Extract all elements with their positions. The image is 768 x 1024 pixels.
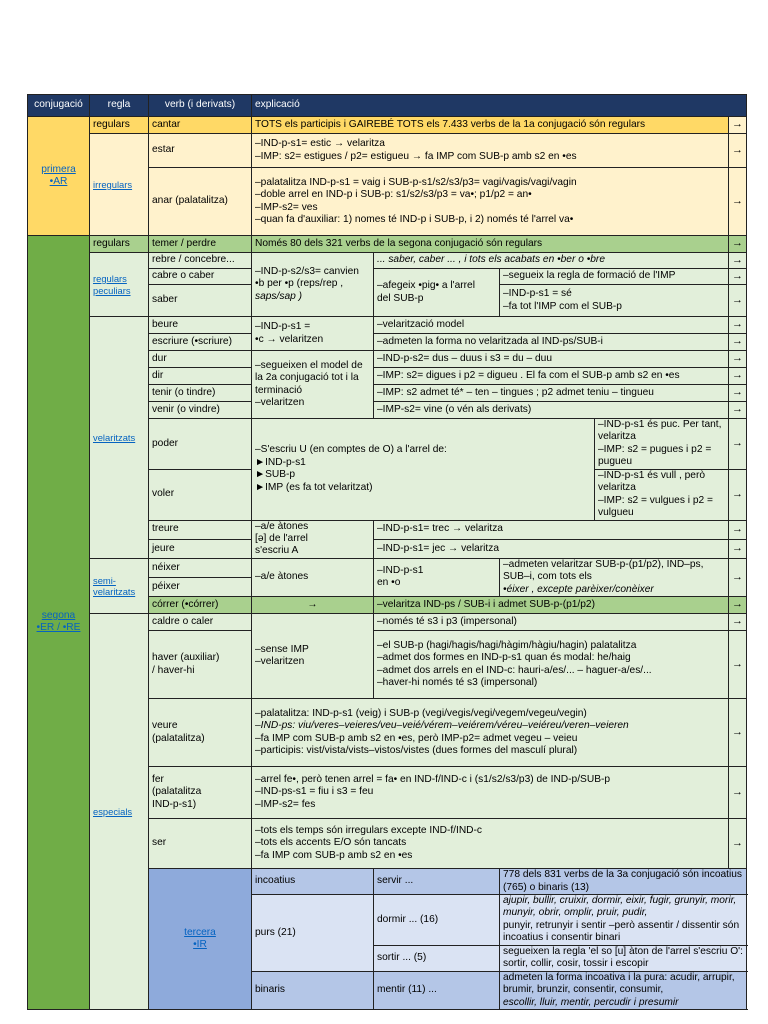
expl-treure: –IND-p-s1= trec → velaritza	[374, 520, 729, 539]
line: –IND-p-s1 =	[255, 321, 311, 333]
expl-fer	[252, 767, 729, 819]
regla-velaritzats[interactable]	[90, 317, 149, 559]
conj-tercera[interactable]	[149, 869, 252, 1010]
line: –velaritzen	[255, 396, 305, 408]
verb-dir: dir	[149, 368, 252, 385]
conj-tercera-ending[interactable]: •IR	[193, 939, 207, 951]
verb-voler: voler	[149, 469, 252, 520]
header-row	[28, 95, 747, 117]
verb-haver	[149, 631, 252, 699]
verb-temer: temer / perdre	[149, 236, 252, 253]
irregulars-link[interactable]: irregulars	[93, 178, 133, 190]
line: •éixer , excepte parèixer/conèixer	[503, 583, 654, 595]
expl-tenir: –IMP: s2 admet té* – ten – tingues ; p2 admet teniu – tingueu	[374, 385, 729, 402]
expl-neixer-a	[252, 558, 374, 596]
line: del SUB-p	[377, 292, 424, 304]
line: –admet dos formes en IND-p-s1 quan és modal: he/haig	[377, 652, 631, 664]
semi-link[interactable]: semi-	[93, 574, 116, 586]
verb-treure: treure	[149, 520, 252, 539]
expl-veure	[252, 699, 729, 767]
row-arrow-button[interactable]: →	[729, 269, 747, 285]
line: –palatalitza: IND-p-s1 (veig) i SUB-p (vegi/vegis/vegi/vegem/vegeu/vegin)	[255, 707, 587, 719]
row-arrow-button[interactable]: →	[729, 597, 747, 614]
regla-purs: purs (21)	[252, 895, 374, 972]
verb-peixer: péixer	[149, 577, 252, 596]
line: –IMP: s2= estigues / p2= estigueu → fa IMP com SUB-p amb s2 en •es	[255, 150, 577, 162]
line: –S'escriu U (en comptes de O) a l'arrel de:	[255, 444, 447, 456]
verb-saber: saber	[149, 285, 252, 317]
line: –IND-p-s2/s3= canvien	[255, 265, 359, 277]
verb-tenir: tenir (o tindre)	[149, 385, 252, 402]
row-arrow-button[interactable]: →	[729, 558, 747, 596]
verb-jeure: jeure	[149, 539, 252, 558]
expl-cantar: TOTS els participis i GAIREBÉ TOTS els 7.433 verbs de la 1a conjugació són regulars	[252, 117, 729, 134]
line: en •o	[377, 577, 401, 589]
line: ►SUB-p	[255, 469, 296, 481]
row-arrow-button[interactable]: →	[729, 520, 747, 539]
verb-caldre: caldre o caler	[149, 614, 252, 631]
expl-peculiars-d: –segueix la regla de formació de l'IMP	[500, 269, 729, 285]
line: veure	[152, 720, 178, 732]
semi-link-2[interactable]: velaritzats	[93, 585, 136, 597]
conj-segona-ending[interactable]: •ER / •RE	[36, 622, 81, 634]
verb-correr: córrer (•córrer)	[149, 597, 252, 614]
verb-beure: beure	[149, 317, 252, 334]
expl-escriure: –admeten la forma no velaritzada al IND-ps/SUB-i	[374, 334, 729, 351]
row-arrow-button[interactable]: →	[729, 117, 747, 134]
line: –admet dos arrels en el IND-c: hauri-a/es/... – haguer-a/es/...	[377, 664, 652, 676]
line: –arrel fe•, però tenen arrel = fa• en IND-f/IND-c i (s1/s2/s3/p3) de IND-p/SUB-p	[255, 773, 611, 785]
regla-irregulars[interactable]	[90, 134, 149, 236]
line: –haver-hi només té s3 (impersonal)	[377, 677, 538, 689]
regla-especials[interactable]	[90, 614, 149, 1010]
line: punyir, retrunyir i sentir –però assentir / dissentir són incoatius i consentir binari	[503, 919, 740, 944]
verb-poder: poder	[149, 419, 252, 470]
line: (palatalitza	[152, 786, 202, 798]
verb-ser: ser	[149, 819, 252, 869]
line: –IND-p-s1 és vull , però velaritza	[598, 469, 706, 494]
expl-venir: –IMP-s2= vine (o vén als derivats)	[374, 402, 729, 419]
expl-peculiars-b: ... saber, caber ... , i tots els acabats en •ber o •bre	[374, 253, 729, 269]
peculiars-link[interactable]: regulars	[93, 273, 127, 285]
line: –IMP-s2= fes	[255, 798, 316, 810]
line: ajupir, bullir, cruixir, dormir, eixir, fugir, grunyir, morir, munyir, obrir, omplir, pruir, pudir,	[503, 895, 737, 919]
line: –fa IMP com SUB-p amb s2 en •es	[255, 849, 413, 861]
line: –el SUB-p (hagi/hagis/hagi/hàgim/hàgiu/hagin) palatalitza	[377, 639, 637, 651]
line: –IMP: s2 = vulgues i p2 = vulgueu	[598, 494, 713, 519]
line: –velaritzen	[255, 656, 305, 668]
line: –IMP: s2 = pugues i p2 = pugueu	[598, 443, 712, 468]
verb-servir: servir ...	[374, 869, 500, 895]
line: escollir, lluir, mentir, percudir i presumir	[503, 996, 679, 1008]
expl-peculiars-a	[252, 253, 374, 317]
verb-rebre: rebre / concebre...	[149, 253, 252, 269]
conj-primera-ending[interactable]: •AR	[49, 176, 68, 187]
row-arrow-button[interactable]: →	[729, 253, 747, 269]
row-arrow-button[interactable]: →	[729, 334, 747, 351]
regla-peculiars[interactable]	[90, 253, 149, 317]
expl-caldre: –només té s3 i p3 (impersonal)	[374, 614, 729, 631]
row-arrow-button[interactable]: →	[729, 236, 747, 253]
conj-primera[interactable]	[28, 117, 90, 236]
verb-sortir: sortir ... (5)	[374, 945, 500, 971]
line: –a/e àtones	[255, 571, 309, 583]
row-arrow-button[interactable]: →	[729, 767, 747, 819]
verb-estar: estar	[149, 134, 252, 168]
line: haver (auxiliar)	[152, 652, 220, 664]
line: IND-p-s1)	[152, 798, 197, 810]
expl-ser	[252, 819, 729, 869]
line: terminació	[255, 384, 302, 396]
row-arrow-button[interactable]: →	[729, 168, 747, 236]
line: –sense IMP	[255, 643, 309, 655]
line: s'escriu A	[255, 545, 299, 557]
expl-poder	[595, 419, 729, 470]
expl-neixer	[500, 558, 729, 596]
verb-fer	[149, 767, 252, 819]
line: –palatalitza IND-p-s1 = vaig i SUB-p-s1/s2/s3/p3= vagi/vagis/vagi/vagin	[255, 176, 577, 188]
expl-saber	[500, 285, 729, 317]
conj-segona[interactable]	[28, 236, 90, 1010]
line: –doble arrel en IND-p i SUB-p: s1/s2/s3/p3 = va•; p1/p2 = an•	[255, 189, 532, 201]
row-arrow-button[interactable]: →	[729, 614, 747, 631]
expl-estar	[252, 134, 729, 168]
expl-anar	[252, 168, 729, 236]
expl-mentir	[500, 971, 747, 1009]
regla-semi[interactable]	[90, 558, 149, 613]
expl-voler	[595, 469, 729, 520]
verb-cantar: cantar	[149, 117, 252, 134]
expl-dir-tenir	[252, 351, 374, 419]
verb-veure	[149, 699, 252, 767]
line: –tots els temps són irregulars excepte IND-f/IND-c	[255, 824, 483, 836]
conj-segona-link[interactable]: segona	[41, 610, 76, 622]
peculiars-link-2[interactable]: peculiars	[93, 284, 131, 296]
row-arrow-button[interactable]: →	[729, 819, 747, 869]
row-arrow-button[interactable]: →	[729, 402, 747, 419]
expl-servir: 778 dels 831 verbs de la 3a conjugació són incoatius (765) o binaris (13)	[500, 869, 747, 895]
expl-neixer-b	[374, 558, 500, 596]
line: (palatalitza)	[152, 732, 205, 744]
expl-beure-escriure	[252, 317, 374, 351]
row-arrow-button[interactable]: →	[729, 285, 747, 317]
expl-dormir	[500, 895, 747, 946]
expl-dir: –IMP: s2= digues i p2 = digueu . El fa com el SUB-p amb s2 en •es	[374, 368, 729, 385]
line: –a/e àtones	[255, 520, 309, 532]
line: –IND-p-s1 és puc. Per tant, velaritza	[598, 419, 722, 443]
regla-regulars-2: regulars	[90, 236, 149, 253]
correr-arrow: →	[252, 597, 374, 614]
line: –IND-ps-s1 = fiu i s3 = feu	[255, 786, 374, 798]
conj-tercera-link[interactable]: tercera	[184, 926, 216, 938]
line: ►IMP (es fa tot velaritzat)	[255, 481, 373, 493]
line: –IMP-s2= ves	[255, 201, 318, 213]
verb-dormir: dormir ... (16)	[374, 895, 500, 946]
header-verb: verb (i derivats)	[149, 95, 252, 117]
verb-anar: anar (palatalitza)	[149, 168, 252, 236]
expl-beure: –velarització model	[374, 317, 729, 334]
row-arrow-button[interactable]: →	[729, 351, 747, 368]
regla-binaris: binaris	[252, 971, 374, 1009]
row-arrow-button[interactable]: →	[729, 385, 747, 402]
row-arrow-button[interactable]: →	[729, 469, 747, 520]
line: –afegeix •pig• a l'arrel	[377, 280, 475, 292]
row-arrow-button[interactable]: →	[729, 539, 747, 558]
line: –IND-p-s1	[377, 565, 424, 577]
line: fer	[152, 773, 164, 785]
line: •b per •p (reps/rep ,	[255, 278, 344, 290]
regla-regulars: regulars	[90, 117, 149, 134]
expl-temer: Només 80 dels 321 verbs de la segona conjugació són regulars	[252, 236, 729, 253]
line: admeten la forma incoativa i la pura: acudir, arrupir, brumir, brunzir, consentir, consumir,	[503, 971, 735, 996]
row-arrow-button[interactable]: →	[729, 631, 747, 699]
regla-incoatius: incoatius	[252, 869, 374, 895]
verb-escriure: escriure (•scriure)	[149, 334, 252, 351]
velaritzats-link[interactable]: velaritzats	[93, 431, 136, 443]
verb-neixer: néixer	[149, 558, 252, 577]
line: –tots els accents E/O són tancats	[255, 837, 407, 849]
conjugation-table	[27, 94, 747, 1010]
line: saps/sap )	[255, 290, 302, 302]
especials-link[interactable]: especials	[93, 805, 133, 817]
verb-dur: dur	[149, 351, 252, 368]
expl-dur: –IND-p-s2= dus – duus i s3 = du – duu	[374, 351, 729, 368]
expl-peculiars-c	[374, 269, 500, 317]
row-arrow-button[interactable]: →	[729, 368, 747, 385]
line: ►IND-p-s1	[255, 456, 306, 468]
conj-primera-link[interactable]: primera	[41, 163, 76, 175]
verb-mentir: mentir (11) ...	[374, 971, 500, 1009]
header-explicacio: explicació	[252, 95, 747, 117]
line: / haver-hi	[152, 664, 195, 676]
line: –participis: vist/vista/vists–vistos/vistes (dues formes del masculí plural)	[255, 745, 578, 757]
line: –IND-ps: viu/veres–veieres/veu–veié/vérem–veiérem/véreu–veiéreu/veren–veieren	[255, 720, 629, 732]
row-arrow-button[interactable]: →	[729, 134, 747, 168]
header-conjugacio: conjugació	[28, 95, 90, 117]
verb-cabre: cabre o caber	[149, 269, 252, 285]
expl-sortir: segueixen la regla 'el so [u] àton de l'arrel s'escriu O': sortir, collir, cosir, tossir i escopir	[500, 945, 747, 971]
expl-correr: –velaritza IND-ps / SUB-i i admet SUB-p-(p1/p2)	[374, 597, 729, 614]
expl-treure-jeure	[252, 520, 374, 558]
line: –admeten velaritzar SUB-p-(p1/p2), IND–ps, SUB–i, com tots els	[503, 558, 704, 583]
line: •c → velaritzen	[255, 333, 324, 345]
line: –segueixen el model de	[255, 359, 363, 371]
row-arrow-button[interactable]: →	[729, 699, 747, 767]
expl-jeure: –IND-p-s1= jec → velaritza	[374, 539, 729, 558]
row-arrow-button[interactable]: →	[729, 317, 747, 334]
expl-haver	[374, 631, 729, 699]
verb-venir: venir (o vindre)	[149, 402, 252, 419]
line: –fa tot l'IMP com el SUB-p	[503, 300, 622, 312]
line: –fa IMP com SUB-p amb s2 en •es, però IMP-p2= admet vegeu – veieu	[255, 732, 578, 744]
line: la 2a conjugació tot i la	[255, 372, 359, 384]
header-regla: regla	[90, 95, 149, 117]
line: –IND-p-s1= estic → velaritza	[255, 138, 385, 150]
expl-caldre-haver	[252, 614, 374, 699]
expl-poder-voler	[252, 419, 595, 521]
line: –quan fa d'auxiliar: 1) nomes té IND-p i SUB-p, i 2) només té l'arrel va•	[255, 213, 574, 225]
row-arrow-button[interactable]: →	[729, 419, 747, 470]
line: –IND-p-s1 = sé	[503, 288, 572, 300]
line: [ə] de l'arrel	[255, 532, 308, 544]
